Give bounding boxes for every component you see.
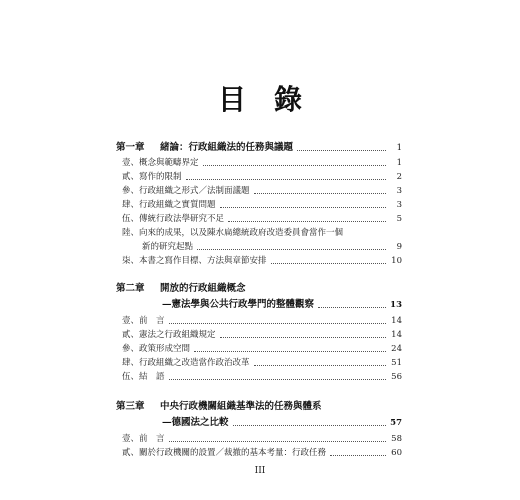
page-title <box>0 78 520 118</box>
toc-entry[interactable] <box>122 254 402 266</box>
entry-text: 肆、行政組織之實質問題 <box>122 200 216 210</box>
chapter-title: 中央行政機關組織基準法的任務與體系 <box>160 401 322 412</box>
toc-entry[interactable] <box>122 356 402 368</box>
page-number: 58 <box>391 434 402 444</box>
page-number: 14 <box>391 330 402 340</box>
dot-leader <box>271 262 386 264</box>
dot-leader <box>330 454 386 456</box>
entry-text: 貳、關於行政機關的設置／裁撤的基本考量：行政任務 <box>122 448 327 458</box>
entry-text: 壹、前 言 <box>122 434 165 444</box>
title-char-2: 錄 <box>274 83 303 116</box>
chapter-subtitle: —憲法學與公共行政學門的整體觀察 <box>162 299 315 310</box>
dot-leader <box>297 149 386 151</box>
page-number: 14 <box>391 316 402 326</box>
dot-leader <box>197 248 386 250</box>
page-number: 3 <box>396 186 402 196</box>
toc-entry[interactable] <box>122 170 402 182</box>
dot-leader <box>194 350 386 352</box>
chapter-label: 第二章 <box>116 283 145 294</box>
page-number: 57 <box>390 418 402 428</box>
entry-text: 貳、寫作的限制 <box>122 172 182 182</box>
chapter-1-heading[interactable] <box>116 139 402 153</box>
toc-entry[interactable] <box>122 198 402 210</box>
toc-entry[interactable] <box>122 446 402 458</box>
page-number: 3 <box>396 200 402 210</box>
entry-text: 參、行政組織之形式／法制面議題 <box>122 186 250 196</box>
chapter-subtitle: —德國法之比較 <box>162 417 229 428</box>
toc-entry[interactable] <box>122 212 402 224</box>
page-number: 5 <box>396 214 402 224</box>
entry-text: 伍、傳統行政法學研究不足 <box>122 214 225 224</box>
toc-entry[interactable] <box>122 370 402 382</box>
toc-entry[interactable] <box>122 328 402 340</box>
dot-leader <box>169 440 386 442</box>
footer-page-number: III <box>254 466 266 476</box>
toc-entry[interactable] <box>122 432 402 444</box>
dot-leader <box>220 206 386 208</box>
entry-text: 貳、憲法之行政組織規定 <box>122 330 216 340</box>
toc-entry[interactable] <box>122 314 402 326</box>
dot-leader <box>203 164 386 166</box>
dot-leader <box>318 306 386 308</box>
page-number: 24 <box>391 344 402 354</box>
entry-text: 陸、向來的成果，以及陳水扁總統政府改造委員會當作一個 <box>122 228 344 238</box>
page-number: 13 <box>390 300 402 310</box>
dot-leader <box>220 336 386 338</box>
toc-entry[interactable] <box>122 342 402 354</box>
entry-text: 壹、概念與範疇界定 <box>122 158 199 168</box>
dot-leader <box>233 424 386 426</box>
dot-leader <box>228 220 386 222</box>
dot-leader <box>186 178 386 180</box>
dot-leader <box>169 378 386 380</box>
entry-text-continued: 新的研究起點 <box>142 242 194 252</box>
chapter-label: 第一章 <box>116 142 145 153</box>
page-number: 1 <box>396 158 402 168</box>
page-number: 10 <box>391 256 402 266</box>
entry-text: 伍、結 語 <box>122 372 165 382</box>
entry-text: 柒、本書之寫作目標、方法與章節安排 <box>122 256 267 266</box>
toc-entry[interactable] <box>122 156 402 168</box>
page-number: 51 <box>391 358 402 368</box>
chapter-title: 開放的行政組織概念 <box>160 283 246 294</box>
chapter-2-subtitle[interactable] <box>162 296 402 310</box>
entry-text: 壹、前 言 <box>122 316 165 326</box>
chapter-label: 第三章 <box>116 401 145 412</box>
dot-leader <box>169 322 386 324</box>
chapter-title: 緒論：行政組織法的任務與議題 <box>160 142 294 153</box>
dot-leader <box>254 364 386 366</box>
dot-leader <box>254 192 386 194</box>
page-number: 9 <box>396 242 402 252</box>
title-char-1: 目 <box>217 83 246 116</box>
page-number: 2 <box>396 172 402 182</box>
chapter-3-heading[interactable] <box>116 398 402 412</box>
chapter-3-subtitle[interactable] <box>162 414 402 428</box>
toc-entry[interactable] <box>122 184 402 196</box>
page-number: 56 <box>391 372 402 382</box>
page-number: 1 <box>396 143 402 153</box>
entry-text: 參、政策形成空間 <box>122 344 191 354</box>
chapter-2-heading[interactable] <box>116 280 402 294</box>
page-number: 60 <box>391 448 402 458</box>
toc-entry[interactable] <box>122 240 402 252</box>
entry-text: 肆、行政組織之改造當作政治改革 <box>122 358 250 368</box>
toc-entry-first-line[interactable] <box>122 226 402 238</box>
